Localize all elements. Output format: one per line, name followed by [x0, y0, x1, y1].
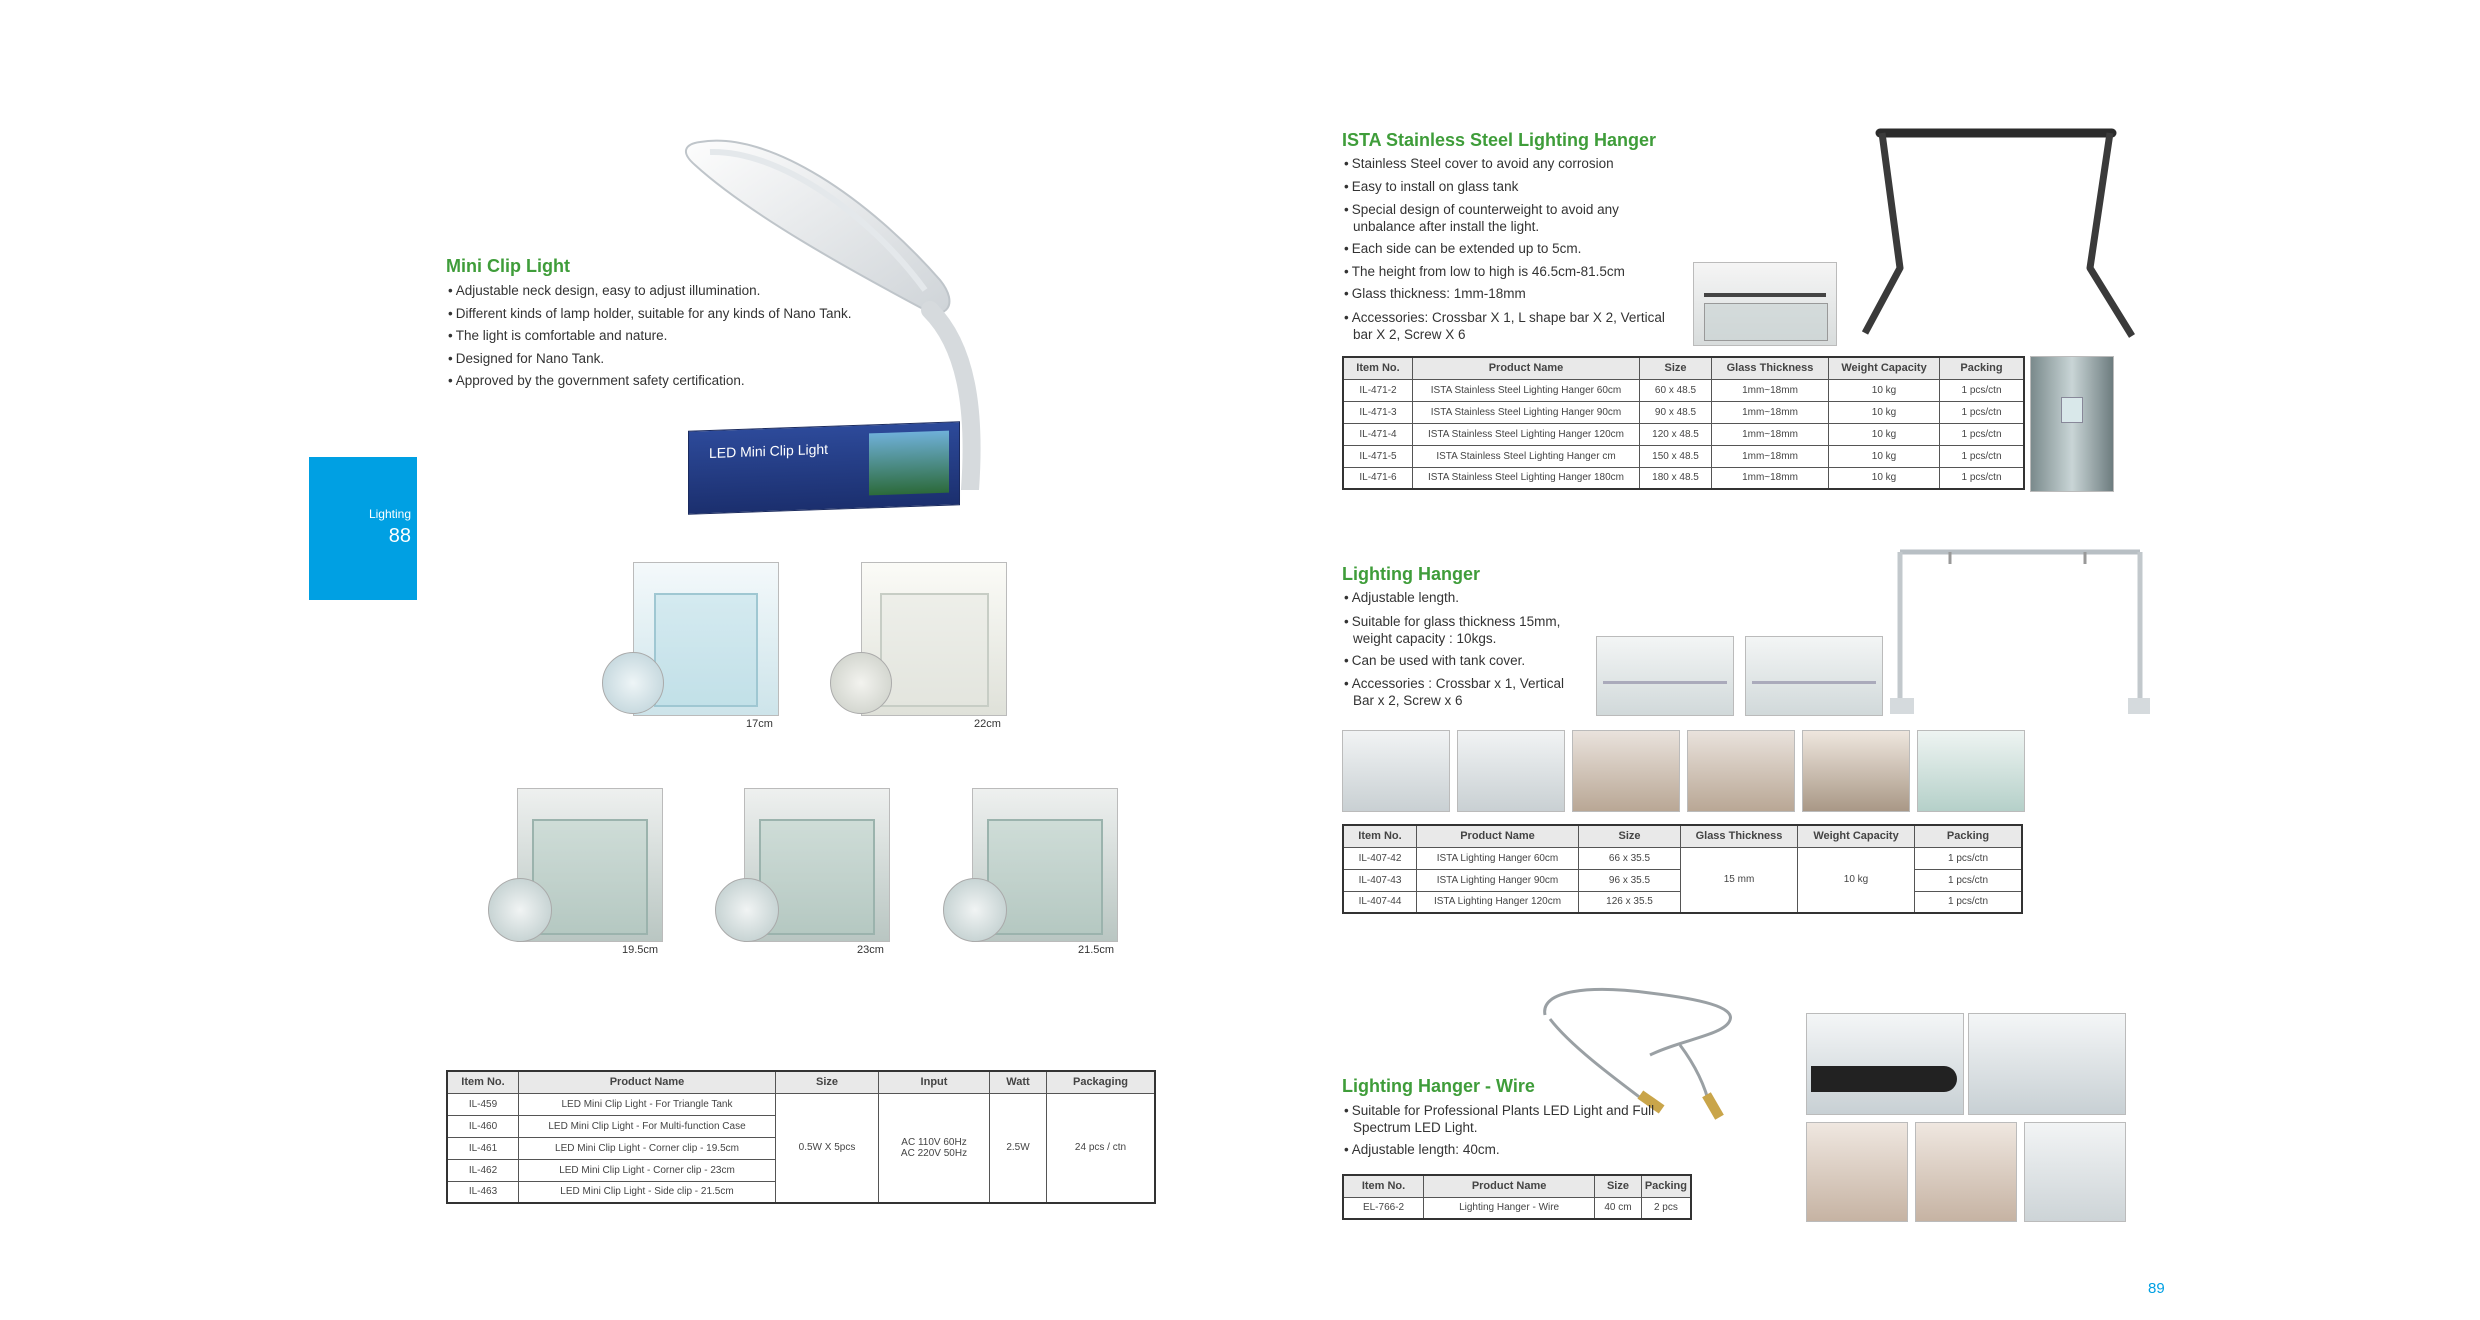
table-cell: 1mm~18mm	[1712, 467, 1829, 489]
table-cell: LED Mini Clip Light - For Triangle Tank	[519, 1093, 776, 1115]
feature-item: • Adjustable length.	[1343, 587, 1583, 610]
tank-caption: 23cm	[857, 944, 884, 956]
column-header: Weight Capacity	[1798, 825, 1915, 847]
table-row	[1343, 379, 2024, 401]
column-header: Packing	[1940, 357, 2025, 379]
column-header: Watt	[990, 1071, 1047, 1093]
hanger-wire-spec-table	[1342, 1174, 1692, 1220]
column-header: Packing	[1641, 1175, 1691, 1197]
ista-hanger-tank-photo	[1693, 262, 1837, 346]
table-cell: 1mm~18mm	[1712, 445, 1829, 467]
table-row	[1343, 445, 2024, 467]
page-number: 89	[2148, 1280, 2165, 1297]
lighting-hanger-features	[1343, 587, 1583, 709]
tank-detail-circle	[715, 878, 779, 942]
table-cell: 2.5W	[990, 1093, 1047, 1203]
table-cell: 10 kg	[1829, 445, 1940, 467]
column-header: Item No.	[447, 1071, 519, 1093]
column-header: Packing	[1915, 825, 2023, 847]
mini-clip-spec-table	[446, 1070, 1156, 1204]
lighting-hanger-spec-table	[1342, 824, 2023, 914]
table-cell: 120 x 48.5	[1640, 423, 1712, 445]
feature-item: • The light is comfortable and nature.	[447, 325, 907, 348]
ista-hanger-title: ISTA Stainless Steel Lighting Hanger	[1342, 130, 1657, 150]
table-cell: 10 kg	[1829, 401, 1940, 423]
feature-item: • Can be used with tank cover.	[1343, 650, 1583, 673]
wire-detail-photo	[1806, 1013, 1964, 1115]
column-header: Product Name	[1424, 1175, 1595, 1197]
feature-item: • The height from low to high is 46.5cm-81.5cm	[1343, 261, 1673, 284]
tank-detail-circle	[602, 652, 664, 714]
table-cell: ISTA Stainless Steel Lighting Hanger cm	[1413, 445, 1640, 467]
table-cell: ISTA Stainless Steel Lighting Hanger 180cm	[1413, 467, 1640, 489]
column-header: Item No.	[1343, 1175, 1424, 1197]
table-cell: 10 kg	[1829, 379, 1940, 401]
tank-caption: 17cm	[746, 718, 773, 730]
column-header: Product Name	[519, 1071, 776, 1093]
table-cell: IL-407-44	[1343, 891, 1417, 913]
hanger-parts-photo	[1572, 730, 1680, 812]
column-header: Size	[1595, 1175, 1642, 1197]
table-cell: IL-471-3	[1343, 401, 1413, 423]
section-tab-label: Lighting	[368, 507, 411, 521]
feature-item: • Different kinds of lamp holder, suitable for any kinds of Nano Tank.	[447, 303, 907, 326]
lighting-hanger-image	[1890, 540, 2150, 720]
tank-caption: 19.5cm	[622, 944, 659, 956]
table-cell: 60 x 48.5	[1640, 379, 1712, 401]
table-cell: IL-463	[447, 1181, 519, 1203]
column-header: Weight Capacity	[1829, 357, 1940, 379]
hanger-tank-photo	[1745, 636, 1883, 716]
ista-hanger-spec-table	[1342, 356, 2025, 490]
column-header: Size	[776, 1071, 879, 1093]
feature-item: • Approved by the government safety certification.	[447, 370, 907, 393]
ista-hanger-image	[1860, 118, 2150, 348]
table-cell: 10 kg	[1798, 847, 1915, 913]
table-cell: 15 mm	[1681, 847, 1798, 913]
feature-item: • Suitable for Professional Plants LED Light and Full Spectrum LED Light.	[1343, 1102, 1703, 1136]
table-cell: 1 pcs/ctn	[1915, 847, 2023, 869]
table-row	[1343, 467, 2024, 489]
table-cell: 1 pcs/ctn	[1940, 379, 2025, 401]
table-cell: IL-459	[447, 1093, 519, 1115]
table-cell: 1 pcs/ctn	[1915, 891, 2023, 913]
table-cell: ISTA Lighting Hanger 90cm	[1417, 869, 1579, 891]
feature-item: • Stainless Steel cover to avoid any corrosion	[1343, 153, 1673, 176]
table-cell: 24 pcs / ctn	[1047, 1093, 1156, 1203]
table-cell	[879, 1093, 990, 1203]
feature-item: • Accessories : Crossbar x 1, Vertical Bar x 2, Screw x 6	[1343, 675, 1583, 709]
feature-item: • Each side can be extended up to 5cm.	[1343, 238, 1673, 261]
hanger-parts-photo	[1687, 730, 1795, 812]
column-header: Glass Thickness	[1681, 825, 1798, 847]
table-cell: IL-471-4	[1343, 423, 1413, 445]
column-header: Glass Thickness	[1712, 357, 1829, 379]
hanger-wire-features	[1343, 1099, 1703, 1162]
feature-item: • Special design of counterweight to avoid any unbalance after install the light.	[1343, 201, 1673, 235]
table-cell: IL-407-42	[1343, 847, 1417, 869]
section-tab-page: 88	[388, 525, 411, 547]
column-header: Product Name	[1413, 357, 1640, 379]
table-cell: 10 kg	[1829, 467, 1940, 489]
tank-detail-circle	[488, 878, 552, 942]
table-cell: IL-461	[447, 1137, 519, 1159]
table-cell: LED Mini Clip Light - Corner clip - 19.5cm	[519, 1137, 776, 1159]
table-cell: ISTA Lighting Hanger 60cm	[1417, 847, 1579, 869]
feature-item: • Adjustable length: 40cm.	[1343, 1139, 1703, 1162]
table-cell: IL-471-2	[1343, 379, 1413, 401]
ista-hanger-features	[1343, 153, 1673, 343]
column-header: Packaging	[1047, 1071, 1156, 1093]
ista-hanger-detail-photo	[2030, 356, 2114, 492]
wire-detail-photo	[1968, 1013, 2126, 1115]
table-cell: 1 pcs/ctn	[1940, 401, 2025, 423]
feature-item: • Designed for Nano Tank.	[447, 348, 907, 371]
tank-caption: 21.5cm	[1078, 944, 1115, 956]
table-cell: 126 x 35.5	[1579, 891, 1681, 913]
input-value: AC 220V 50Hz	[900, 1147, 968, 1159]
feature-item: • Glass thickness: 1mm-18mm	[1343, 283, 1673, 306]
hanger-parts-photo	[1802, 730, 1910, 812]
hanger-wire-title: Lighting Hanger - Wire	[1342, 1076, 1535, 1096]
table-row	[1343, 423, 2024, 445]
hanger-parts-photo	[1457, 730, 1565, 812]
table-cell: 90 x 48.5	[1640, 401, 1712, 423]
column-header: Size	[1579, 825, 1681, 847]
table-cell: LED Mini Clip Light - Corner clip - 23cm	[519, 1159, 776, 1181]
table-cell: 10 kg	[1829, 423, 1940, 445]
tank-detail-circle	[830, 652, 892, 714]
table-cell: 96 x 35.5	[1579, 869, 1681, 891]
column-header: Item No.	[1343, 825, 1417, 847]
tank-detail-circle	[943, 878, 1007, 942]
hanger-parts-photo	[1917, 730, 2025, 812]
wire-detail-photo	[1915, 1122, 2017, 1222]
box-label: LED Mini Clip Light	[709, 440, 829, 462]
table-row	[1343, 1197, 1691, 1219]
table-row	[447, 1093, 1155, 1115]
table-cell: Lighting Hanger - Wire	[1424, 1197, 1595, 1219]
table-cell: 66 x 35.5	[1579, 847, 1681, 869]
input-value: AC 110V 60Hz	[901, 1136, 967, 1148]
feature-item: • Suitable for glass thickness 15mm, weight capacity : 10kgs.	[1343, 613, 1583, 647]
tank-caption: 22cm	[974, 718, 1001, 730]
table-cell: 0.5W X 5pcs	[776, 1093, 879, 1203]
column-header: Item No.	[1343, 357, 1413, 379]
table-cell: 180 x 48.5	[1640, 467, 1712, 489]
table-cell: ISTA Stainless Steel Lighting Hanger 120cm	[1413, 423, 1640, 445]
column-header: Size	[1640, 357, 1712, 379]
wire-detail-photo	[1806, 1122, 1908, 1222]
feature-item: • Accessories: Crossbar X 1, L shape bar X 2, Vertical bar X 2, Screw X 6	[1343, 309, 1673, 343]
table-cell: ISTA Stainless Steel Lighting Hanger 90cm	[1413, 401, 1640, 423]
table-cell: 1mm~18mm	[1712, 423, 1829, 445]
column-header: Input	[879, 1071, 990, 1093]
table-row	[1343, 847, 2022, 869]
table-cell: EL-766-2	[1343, 1197, 1424, 1219]
table-cell: LED Mini Clip Light - For Multi-function Case	[519, 1115, 776, 1137]
hanger-parts-photo	[1342, 730, 1450, 812]
column-header: Product Name	[1417, 825, 1579, 847]
table-cell: 1 pcs/ctn	[1940, 423, 2025, 445]
table-cell: 1mm~18mm	[1712, 401, 1829, 423]
table-cell: IL-407-43	[1343, 869, 1417, 891]
table-cell: 1 pcs/ctn	[1940, 445, 2025, 467]
section-tab	[309, 457, 417, 600]
table-cell: 1 pcs/ctn	[1940, 467, 2025, 489]
table-cell: 40 cm	[1595, 1197, 1642, 1219]
table-cell: LED Mini Clip Light - Side clip - 21.5cm	[519, 1181, 776, 1203]
mini-clip-title: Mini Clip Light	[446, 256, 570, 276]
hanger-tank-photo	[1596, 636, 1734, 716]
table-row	[1343, 401, 2024, 423]
table-cell: 150 x 48.5	[1640, 445, 1712, 467]
mini-clip-features	[447, 280, 907, 393]
table-cell: IL-460	[447, 1115, 519, 1137]
feature-item: • Easy to install on glass tank	[1343, 176, 1673, 199]
feature-item: • Adjustable neck design, easy to adjust illumination.	[447, 280, 907, 303]
table-cell: 2 pcs	[1641, 1197, 1691, 1219]
lighting-hanger-title: Lighting Hanger	[1342, 564, 1480, 584]
table-cell: IL-471-5	[1343, 445, 1413, 467]
wire-detail-photo	[2024, 1122, 2126, 1222]
table-cell: IL-462	[447, 1159, 519, 1181]
mini-clip-box-image	[688, 421, 960, 514]
table-cell: ISTA Stainless Steel Lighting Hanger 60cm	[1413, 379, 1640, 401]
table-cell: ISTA Lighting Hanger 120cm	[1417, 891, 1579, 913]
table-cell: 1 pcs/ctn	[1915, 869, 2023, 891]
table-cell: 1mm~18mm	[1712, 379, 1829, 401]
table-cell: IL-471-6	[1343, 467, 1413, 489]
